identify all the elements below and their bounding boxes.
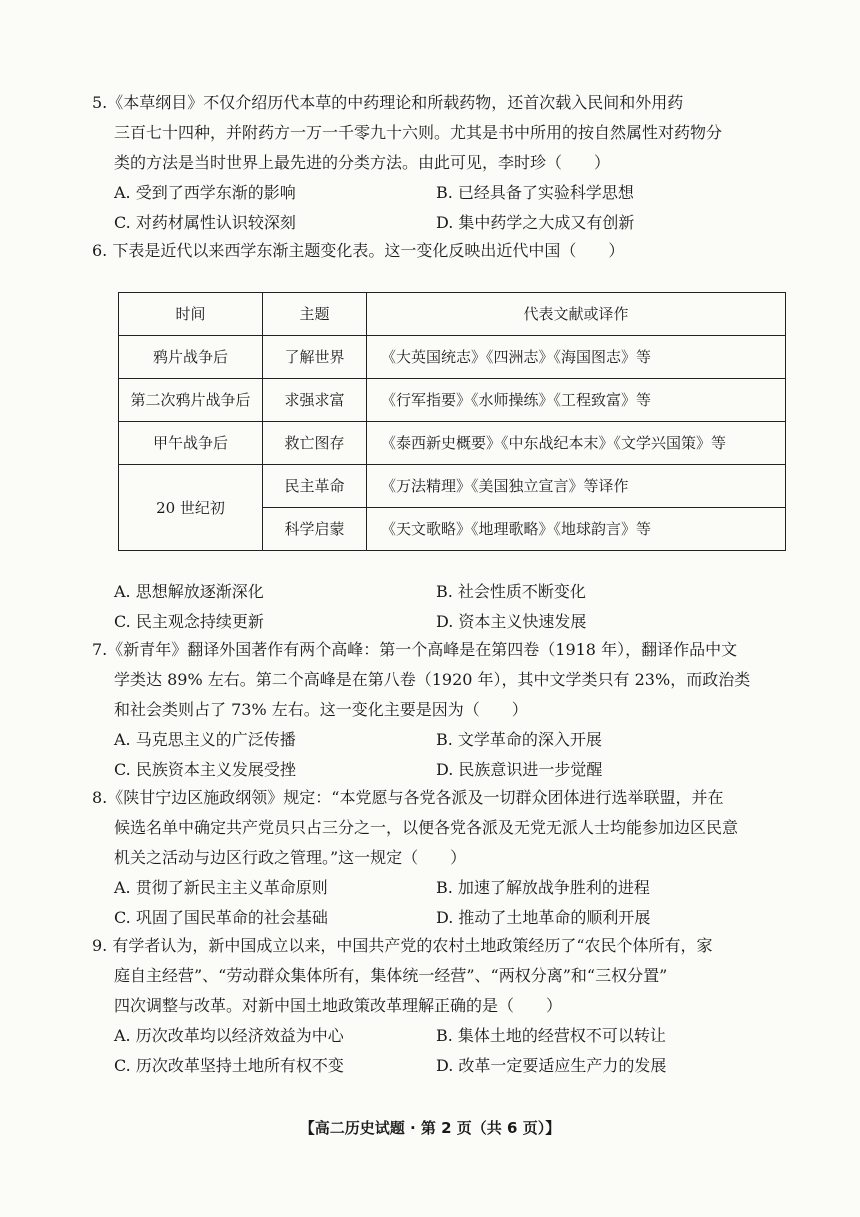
table-row — [119, 379, 786, 422]
option-a: A. 思想解放逐渐深化 — [114, 582, 264, 601]
question-9-line-2: 庭自主经营”、“劳动群众集体所有，集体统一经营”、“两权分离”和“三权分置” — [114, 966, 668, 985]
question-8-line-1: 8.《陕甘宁边区施政纲领》规定：“本党愿与各党各派及一切群众团体进行选举联盟，并在 — [92, 788, 724, 807]
question-9-line-1: 9. 有学者认为，新中国成立以来，中国共产党的农村土地政策经历了“农民个体所有，家 — [92, 936, 713, 955]
table-cell: 甲午战争后 — [119, 422, 263, 465]
question-7-line-3: 和社会类则占了 73% 左右。这一变化主要是因为（ ） — [114, 700, 528, 719]
option-d: D. 民族意识进一步觉醒 — [436, 760, 603, 779]
question-9-line-3: 四次调整与改革。对新中国土地政策改革理解正确的是（ ） — [114, 996, 563, 1015]
question-8 — [92, 783, 808, 933]
option-b: B. 加速了解放战争胜利的进程 — [436, 878, 650, 897]
option-b: B. 集体土地的经营权不可以转让 — [436, 1026, 666, 1045]
table-cell: 民主革命 — [263, 465, 367, 508]
table-header-cell: 代表文献或译作 — [367, 293, 786, 336]
option-d: D. 资本主义快速发展 — [436, 612, 587, 631]
table-cell-merged: 20 世纪初 — [119, 465, 263, 551]
question-7-line-2: 学类达 89% 左右。第二个高峰是在第八卷（1920 年），其中文学类只有 23%，而政治类 — [114, 670, 751, 689]
table-header-cell: 主题 — [263, 293, 367, 336]
option-a: A. 马克思主义的广泛传播 — [114, 730, 296, 749]
table-cell: 《天文歌略》《地理歌略》《地球韵言》等 — [367, 508, 786, 551]
option-c: C. 巩固了国民革命的社会基础 — [114, 908, 328, 927]
question-5-line-1: 5.《本草纲目》不仅介绍历代本草的中药理论和所载药物，还首次载入民间和外用药 — [92, 93, 684, 112]
option-b: B. 已经具备了实验科学思想 — [436, 183, 634, 202]
table-row — [119, 465, 786, 508]
question-5-line-3: 类的方法是当时世界上最先进的分类方法。由此可见，李时珍（ ） — [114, 153, 611, 172]
table-cell: 科学启蒙 — [263, 508, 367, 551]
table-cell: 《大英国统志》《四洲志》《海国图志》等 — [367, 336, 786, 379]
option-d: D. 推动了土地革命的顺利开展 — [436, 908, 651, 927]
table-row — [119, 422, 786, 465]
table-cell: 了解世界 — [263, 336, 367, 379]
question-7-options — [92, 725, 808, 785]
page-footer: 【高二历史试题 · 第 2 页（共 6 页）】 — [299, 1119, 561, 1137]
option-d: D. 改革一定要适应生产力的发展 — [436, 1056, 667, 1075]
question-5-line-2: 三百七十四种，并附药方一万一千零九十六则。尤其是书中所用的按自然属性对药物分 — [114, 123, 723, 142]
table-cell: 第二次鸦片战争后 — [119, 379, 263, 422]
table-row — [119, 336, 786, 379]
option-d: D. 集中药学之大成又有创新 — [436, 213, 635, 232]
table-cell: 《泰西新史概要》《中东战纪本末》《文学兴国策》等 — [367, 422, 786, 465]
option-c: C. 对药材属性认识较深刻 — [114, 213, 296, 232]
table-header-row — [119, 293, 786, 336]
question-5-options — [92, 178, 808, 238]
question-9-options — [92, 1021, 808, 1081]
option-a: A. 受到了西学东渐的影响 — [114, 183, 296, 202]
question-6-line-1: 6. 下表是近代以来西学东渐主题变化表。这一变化反映出近代中国（ ） — [92, 241, 625, 260]
question-6 — [92, 236, 808, 266]
option-a: A. 历次改革均以经济效益为中心 — [114, 1026, 344, 1045]
question-8-options — [92, 873, 808, 933]
option-a: A. 贯彻了新民主主义革命原则 — [114, 878, 328, 897]
option-b: B. 社会性质不断变化 — [436, 582, 586, 601]
question-6-options-wrap — [92, 577, 808, 637]
table-cell: 《万法精理》《美国独立宣言》等译作 — [367, 465, 786, 508]
question-5 — [92, 88, 808, 238]
question-8-line-3: 机关之活动与边区行政之管理。”这一规定（ ） — [114, 848, 467, 867]
option-b: B. 文学革命的深入开展 — [436, 730, 602, 749]
theme-table — [118, 292, 786, 551]
option-c: C. 民族资本主义发展受挫 — [114, 760, 296, 779]
question-8-line-2: 候选名单中确定共产党员只占三分之一，以便各党各派及无党无派人士均能参加边区民意 — [114, 818, 739, 837]
question-7-line-1: 7.《新青年》翻译外国著作有两个高峰：第一个高峰是在第四卷（1918 年），翻译作品中文 — [92, 640, 738, 659]
question-9 — [92, 931, 808, 1081]
table-cell: 鸦片战争后 — [119, 336, 263, 379]
table-cell: 救亡图存 — [263, 422, 367, 465]
question-7 — [92, 635, 808, 785]
table-header-cell: 时间 — [119, 293, 263, 336]
table-cell: 《行军指要》《水师操练》《工程致富》等 — [367, 379, 786, 422]
option-c: C. 历次改革坚持土地所有权不变 — [114, 1056, 344, 1075]
question-6-options — [92, 577, 808, 637]
table-cell: 求强求富 — [263, 379, 367, 422]
option-c: C. 民主观念持续更新 — [114, 612, 264, 631]
